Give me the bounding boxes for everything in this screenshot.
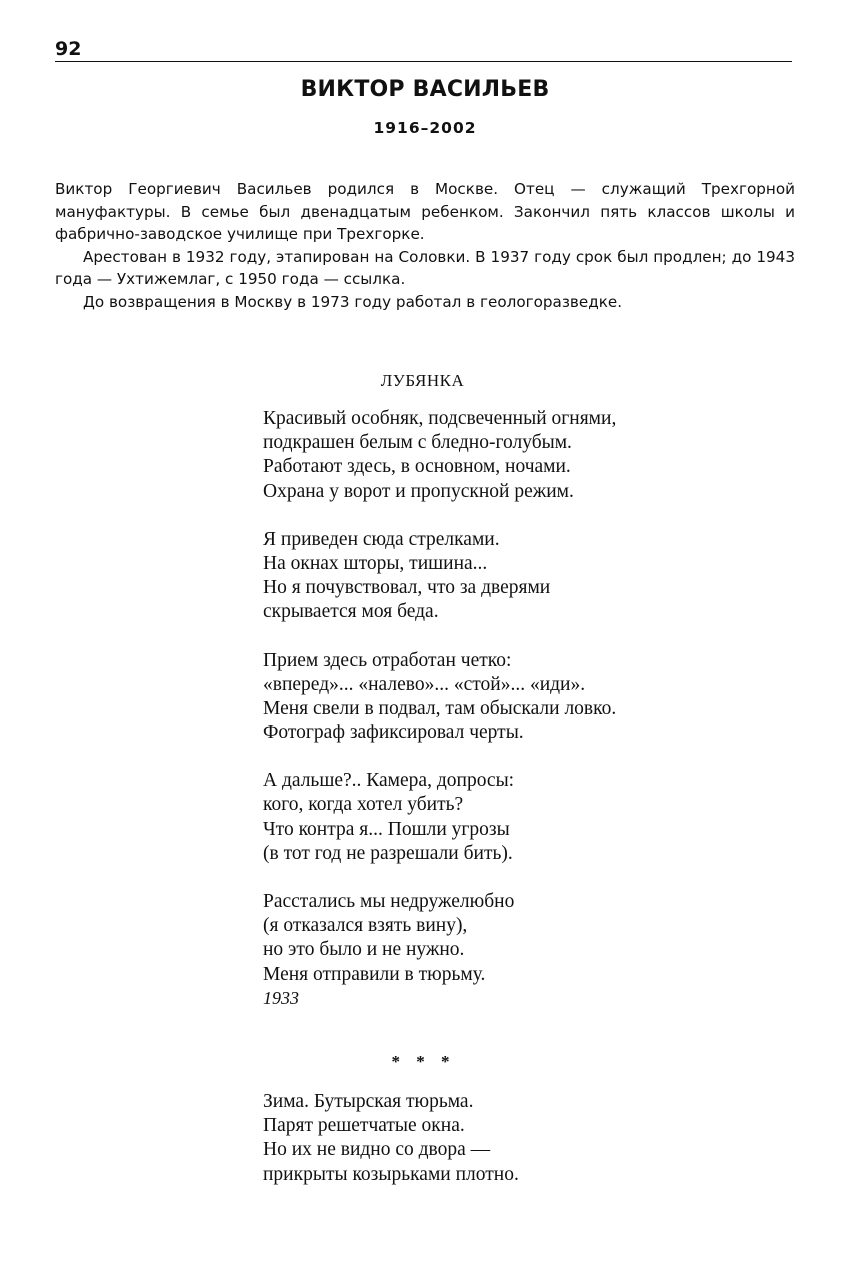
poem-stanza — [263, 890, 783, 987]
poem-line: Охрана у ворот и пропускной режим. — [263, 480, 574, 502]
poem-untitled — [263, 1090, 783, 1211]
poem-line: «вперед»... «налево»... «стой»... «иди». — [263, 673, 586, 695]
poem-line: На окнах шторы, тишина... — [263, 552, 488, 574]
poem-line: подкрашен белым с бледно-голубым. — [263, 432, 572, 454]
poem-line: Но их не видно со двора — — [263, 1139, 491, 1161]
poem-line: (я отказался взять вину), — [263, 915, 468, 937]
poem-line: Но я почувствовал, что за дверями — [263, 577, 551, 599]
bio-paragraph: Арестован в 1932 году, этапирован на Соловки. В 1937 году срок был продлен; до 1943 года — Ухтижемлаг, с 1950 года — ссылка. — [55, 247, 795, 289]
bio-paragraph: Виктор Георгиевич Васильев родился в Москве. Отец — служащий Трехгорной мануфактуры. В семье был двенадцатым ребенком. Закончил пять классов школы и фабрично-заводское училище при Трехгорке. — [55, 180, 795, 244]
header-rule — [55, 61, 792, 62]
poem-stanza — [263, 1090, 783, 1187]
poem-line: Расстались мы недружелюбно — [263, 891, 515, 912]
poem-line: Парят решетчатые окна. — [263, 1115, 465, 1137]
poem-line: кого, когда хотел убить? — [263, 794, 464, 816]
poem-line: Красивый особняк, подсвеченный огнями, — [263, 408, 617, 429]
bio-paragraph: До возвращения в Москву в 1973 году работал в геологоразведке. — [83, 292, 623, 311]
poem-stanza — [263, 407, 783, 504]
poem-date: 1933 — [263, 988, 299, 1008]
poem-line: Прием здесь отработан четко: — [263, 649, 512, 671]
author-name: ВИКТОР ВАСИЛЬЕВ — [300, 77, 550, 102]
poem-line: Что контра я... Пошли угрозы — [263, 818, 510, 840]
poem-stanza — [263, 649, 783, 746]
poem-stanza — [263, 769, 783, 866]
poem-line: Работают здесь, в основном, ночами. — [263, 456, 571, 478]
page-number: 92 — [55, 38, 82, 60]
poem-line: скрывается моя беда. — [263, 601, 439, 623]
poem-line: (в тот год не разрешали бить). — [263, 842, 513, 864]
poem-line: Меня отправили в тюрьму. — [263, 963, 486, 985]
poem-stanza — [263, 528, 783, 625]
poem-line: А дальше?.. Камера, допросы: — [263, 770, 515, 792]
poem-lubyanka — [263, 407, 783, 1011]
poem-line: Меня свели в подвал, там обыскали ловко. — [263, 697, 617, 719]
poem-title: ЛУБЯНКА — [380, 371, 465, 390]
poem-line: Я приведен сюда стрелками. — [263, 528, 500, 550]
poem-line: Фотограф зафиксировал черты. — [263, 722, 524, 744]
poem-line: Зима. Бутырская тюрьма. — [263, 1091, 474, 1112]
section-separator: * * * — [391, 1052, 456, 1071]
author-years: 1916–2002 — [373, 119, 477, 137]
poem-line: прикрыты козырьками плотно. — [263, 1163, 519, 1185]
biography — [55, 178, 795, 314]
poem-line: но это было и не нужно. — [263, 939, 465, 961]
